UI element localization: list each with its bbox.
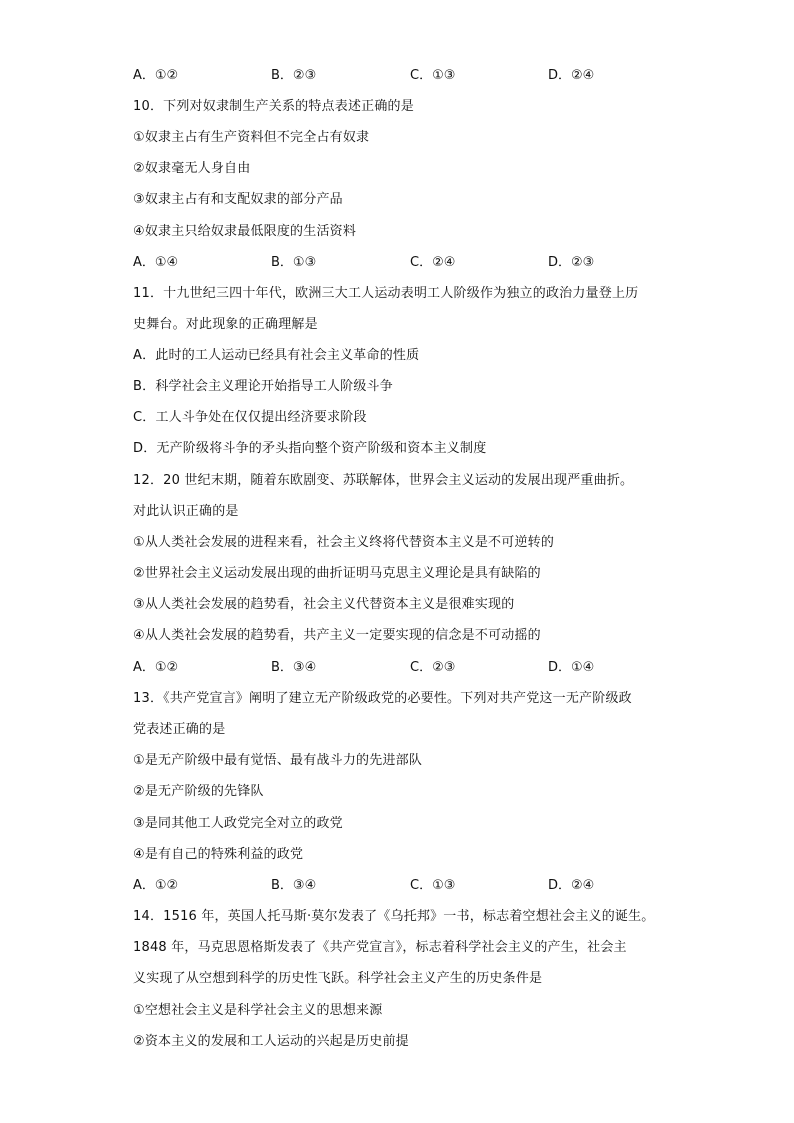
- question-10-options: [133, 254, 693, 272]
- question-14-stem-line-1: 14．1516 年，英国人托马斯·莫尔发表了《乌托邦》一书，标志着空想社会主义的诞生。: [133, 909, 655, 924]
- option-b: B．②③: [271, 68, 317, 83]
- question-12-item-3: ③从人类社会发展的趋势看，社会主义代替资本主义是很难实现的: [133, 597, 515, 612]
- question-14-item-2: ②资本主义的发展和工人运动的兴起是历史前提: [133, 1034, 409, 1049]
- option-b: B．①③: [271, 255, 317, 270]
- question-12-item-4: ④从人类社会发展的趋势看，共产主义一定要实现的信念是不可动摇的: [133, 628, 541, 643]
- question-12-stem-line-1: 12．20 世纪末期，随着东欧剧变、苏联解体，世界会主义运动的发展出现严重曲折。: [133, 473, 634, 488]
- question-13-stem-line-2: 党表述正确的是: [133, 722, 226, 737]
- option-d: D．②④: [548, 68, 595, 83]
- question-11-option-a: A．此时的工人运动已经具有社会主义革命的性质: [133, 348, 420, 363]
- option-a: A．①②: [133, 660, 179, 675]
- option-d: D．②③: [548, 255, 595, 270]
- option-a: A．①②: [133, 68, 179, 83]
- question-13-item-3: ③是同其他工人政党完全对立的政党: [133, 816, 343, 831]
- option-c: C．②④: [410, 255, 456, 270]
- question-13-options: [133, 877, 693, 895]
- question-9-options: [133, 67, 693, 85]
- question-11-option-d: D．无产阶级将斗争的矛头指向整个资产阶级和资本主义制度: [133, 441, 487, 456]
- question-12-stem-line-2: 对此认识正确的是: [133, 504, 239, 519]
- question-12-options: [133, 659, 693, 677]
- option-c: C．①③: [410, 878, 456, 893]
- option-a: A．①④: [133, 255, 179, 270]
- question-13-stem-line-1: 13．《共产党宣言》阐明了建立无产阶级政党的必要性。下列对共产党这一无产阶级政: [133, 691, 632, 706]
- question-13-item-1: ①是无产阶级中最有觉悟、最有战斗力的先进部队: [133, 753, 423, 768]
- question-12-item-1: ①从人类社会发展的进程来看，社会主义终将代替资本主义是不可逆转的: [133, 535, 555, 550]
- option-d: D．①④: [548, 660, 595, 675]
- question-10-item-1: ①奴隶主占有生产资料但不完全占有奴隶: [133, 130, 370, 145]
- question-10-stem: 10．下列对奴隶制生产关系的特点表述正确的是: [133, 99, 414, 114]
- question-10-item-3: ③奴隶主占有和支配奴隶的部分产品: [133, 192, 343, 207]
- question-14-stem-line-3: 义实现了从空想到科学的历史性飞跃。科学社会主义产生的历史条件是: [133, 971, 543, 986]
- question-14-item-1: ①空想社会主义是科学社会主义的思想来源: [133, 1003, 383, 1018]
- question-13-item-4: ④是有自己的特殊利益的政党: [133, 847, 304, 862]
- question-10-item-2: ②奴隶毫无人身自由: [133, 161, 251, 176]
- question-11-option-c: C．工人斗争处在仅仅提出经济要求阶段: [133, 410, 367, 425]
- option-c: C．②③: [410, 660, 456, 675]
- question-12-item-2: ②世界社会主义运动发展出现的曲折证明马克思主义理论是具有缺陷的: [133, 566, 541, 581]
- question-11-option-b: B．科学社会主义理论开始指导工人阶级斗争: [133, 379, 393, 394]
- option-d: D．②④: [548, 878, 595, 893]
- option-a: A．①②: [133, 878, 179, 893]
- question-13-item-2: ②是无产阶级的先锋队: [133, 784, 264, 799]
- option-b: B．③④: [271, 660, 317, 675]
- question-14-stem-line-2: 1848 年，马克思恩格斯发表了《共产党宣言》，标志着科学社会主义的产生，社会主: [133, 940, 627, 955]
- question-11-stem-line-2: 史舞台。对此现象的正确理解是: [133, 317, 318, 332]
- question-10-item-4: ④奴隶主只给奴隶最低限度的生活资料: [133, 224, 357, 239]
- question-11-stem-line-1: 11．十九世纪三四十年代，欧洲三大工人运动表明工人阶级作为独立的政治力量登上历: [133, 286, 639, 301]
- option-c: C．①③: [410, 68, 456, 83]
- option-b: B．③④: [271, 878, 317, 893]
